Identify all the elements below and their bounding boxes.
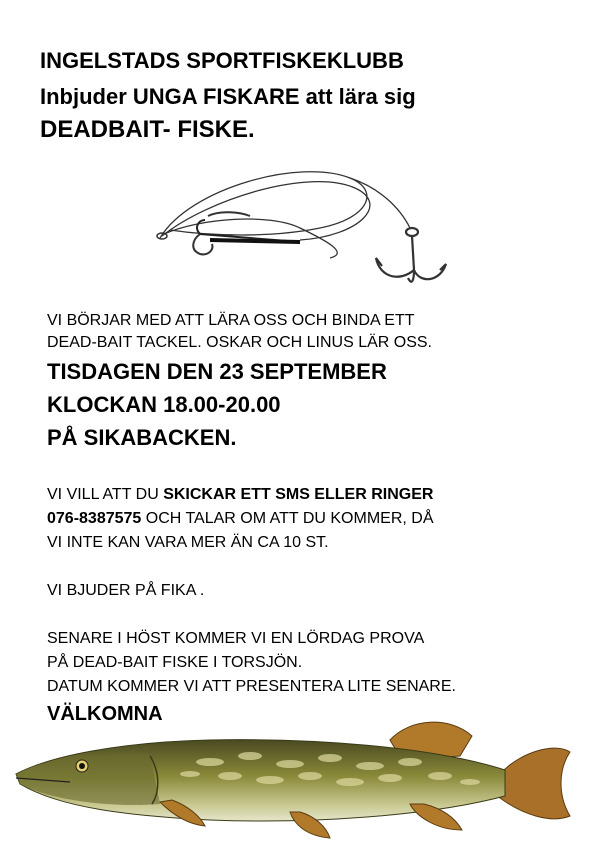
event-place: PÅ SIKABACKEN. xyxy=(47,425,237,450)
intro-line-2: DEAD-BAIT TACKEL. OSKAR OCH LINUS LÄR OSS. xyxy=(47,334,432,351)
event-time: KLOCKAN 18.00-20.00 xyxy=(47,392,281,417)
invite-bold: UNGA FISKARE xyxy=(132,84,300,109)
invite-line xyxy=(40,84,416,110)
rsvp-line-3: VI INTE KAN VARA MER ÄN CA 10 ST. xyxy=(47,534,329,551)
rsvp-line-1 xyxy=(47,484,433,506)
club-name: INGELSTADS SPORTFISKEKLUBB xyxy=(40,48,404,73)
rsvp-bold: SKICKAR ETT SMS ELLER RINGER xyxy=(163,486,434,503)
rsvp-rest: OCH TALAR OM ATT DU KOMMER, DÅ xyxy=(141,510,434,527)
later-line-3: DATUM KOMMER VI ATT PRESENTERA LITE SENARE. xyxy=(47,678,456,695)
deadbait-rig-illustration xyxy=(150,158,470,293)
event-date: TISDAGEN DEN 23 SEPTEMBER xyxy=(47,359,387,384)
intro-line-1: VI BÖRJAR MED ATT LÄRA OSS OCH BINDA ETT xyxy=(47,312,415,329)
welcome-text: VÄLKOMNA xyxy=(47,703,163,725)
topic-title: DEADBAIT- FISKE. xyxy=(40,116,255,143)
phone-number: 076-8387575 xyxy=(47,510,142,527)
invite-suffix: att lära sig xyxy=(299,84,416,109)
invite-prefix: Inbjuder xyxy=(40,84,133,109)
rsvp-line-2 xyxy=(47,508,434,530)
pike-fish-illustration xyxy=(10,712,575,847)
rsvp-prefix: VI VILL ATT DU xyxy=(47,486,164,503)
fika-line: VI BJUDER PÅ FIKA . xyxy=(47,582,205,599)
later-line-2: PÅ DEAD-BAIT FISKE I TORSJÖN. xyxy=(47,654,303,671)
later-line-1: SENARE I HÖST KOMMER VI EN LÖRDAG PROVA xyxy=(47,630,425,647)
